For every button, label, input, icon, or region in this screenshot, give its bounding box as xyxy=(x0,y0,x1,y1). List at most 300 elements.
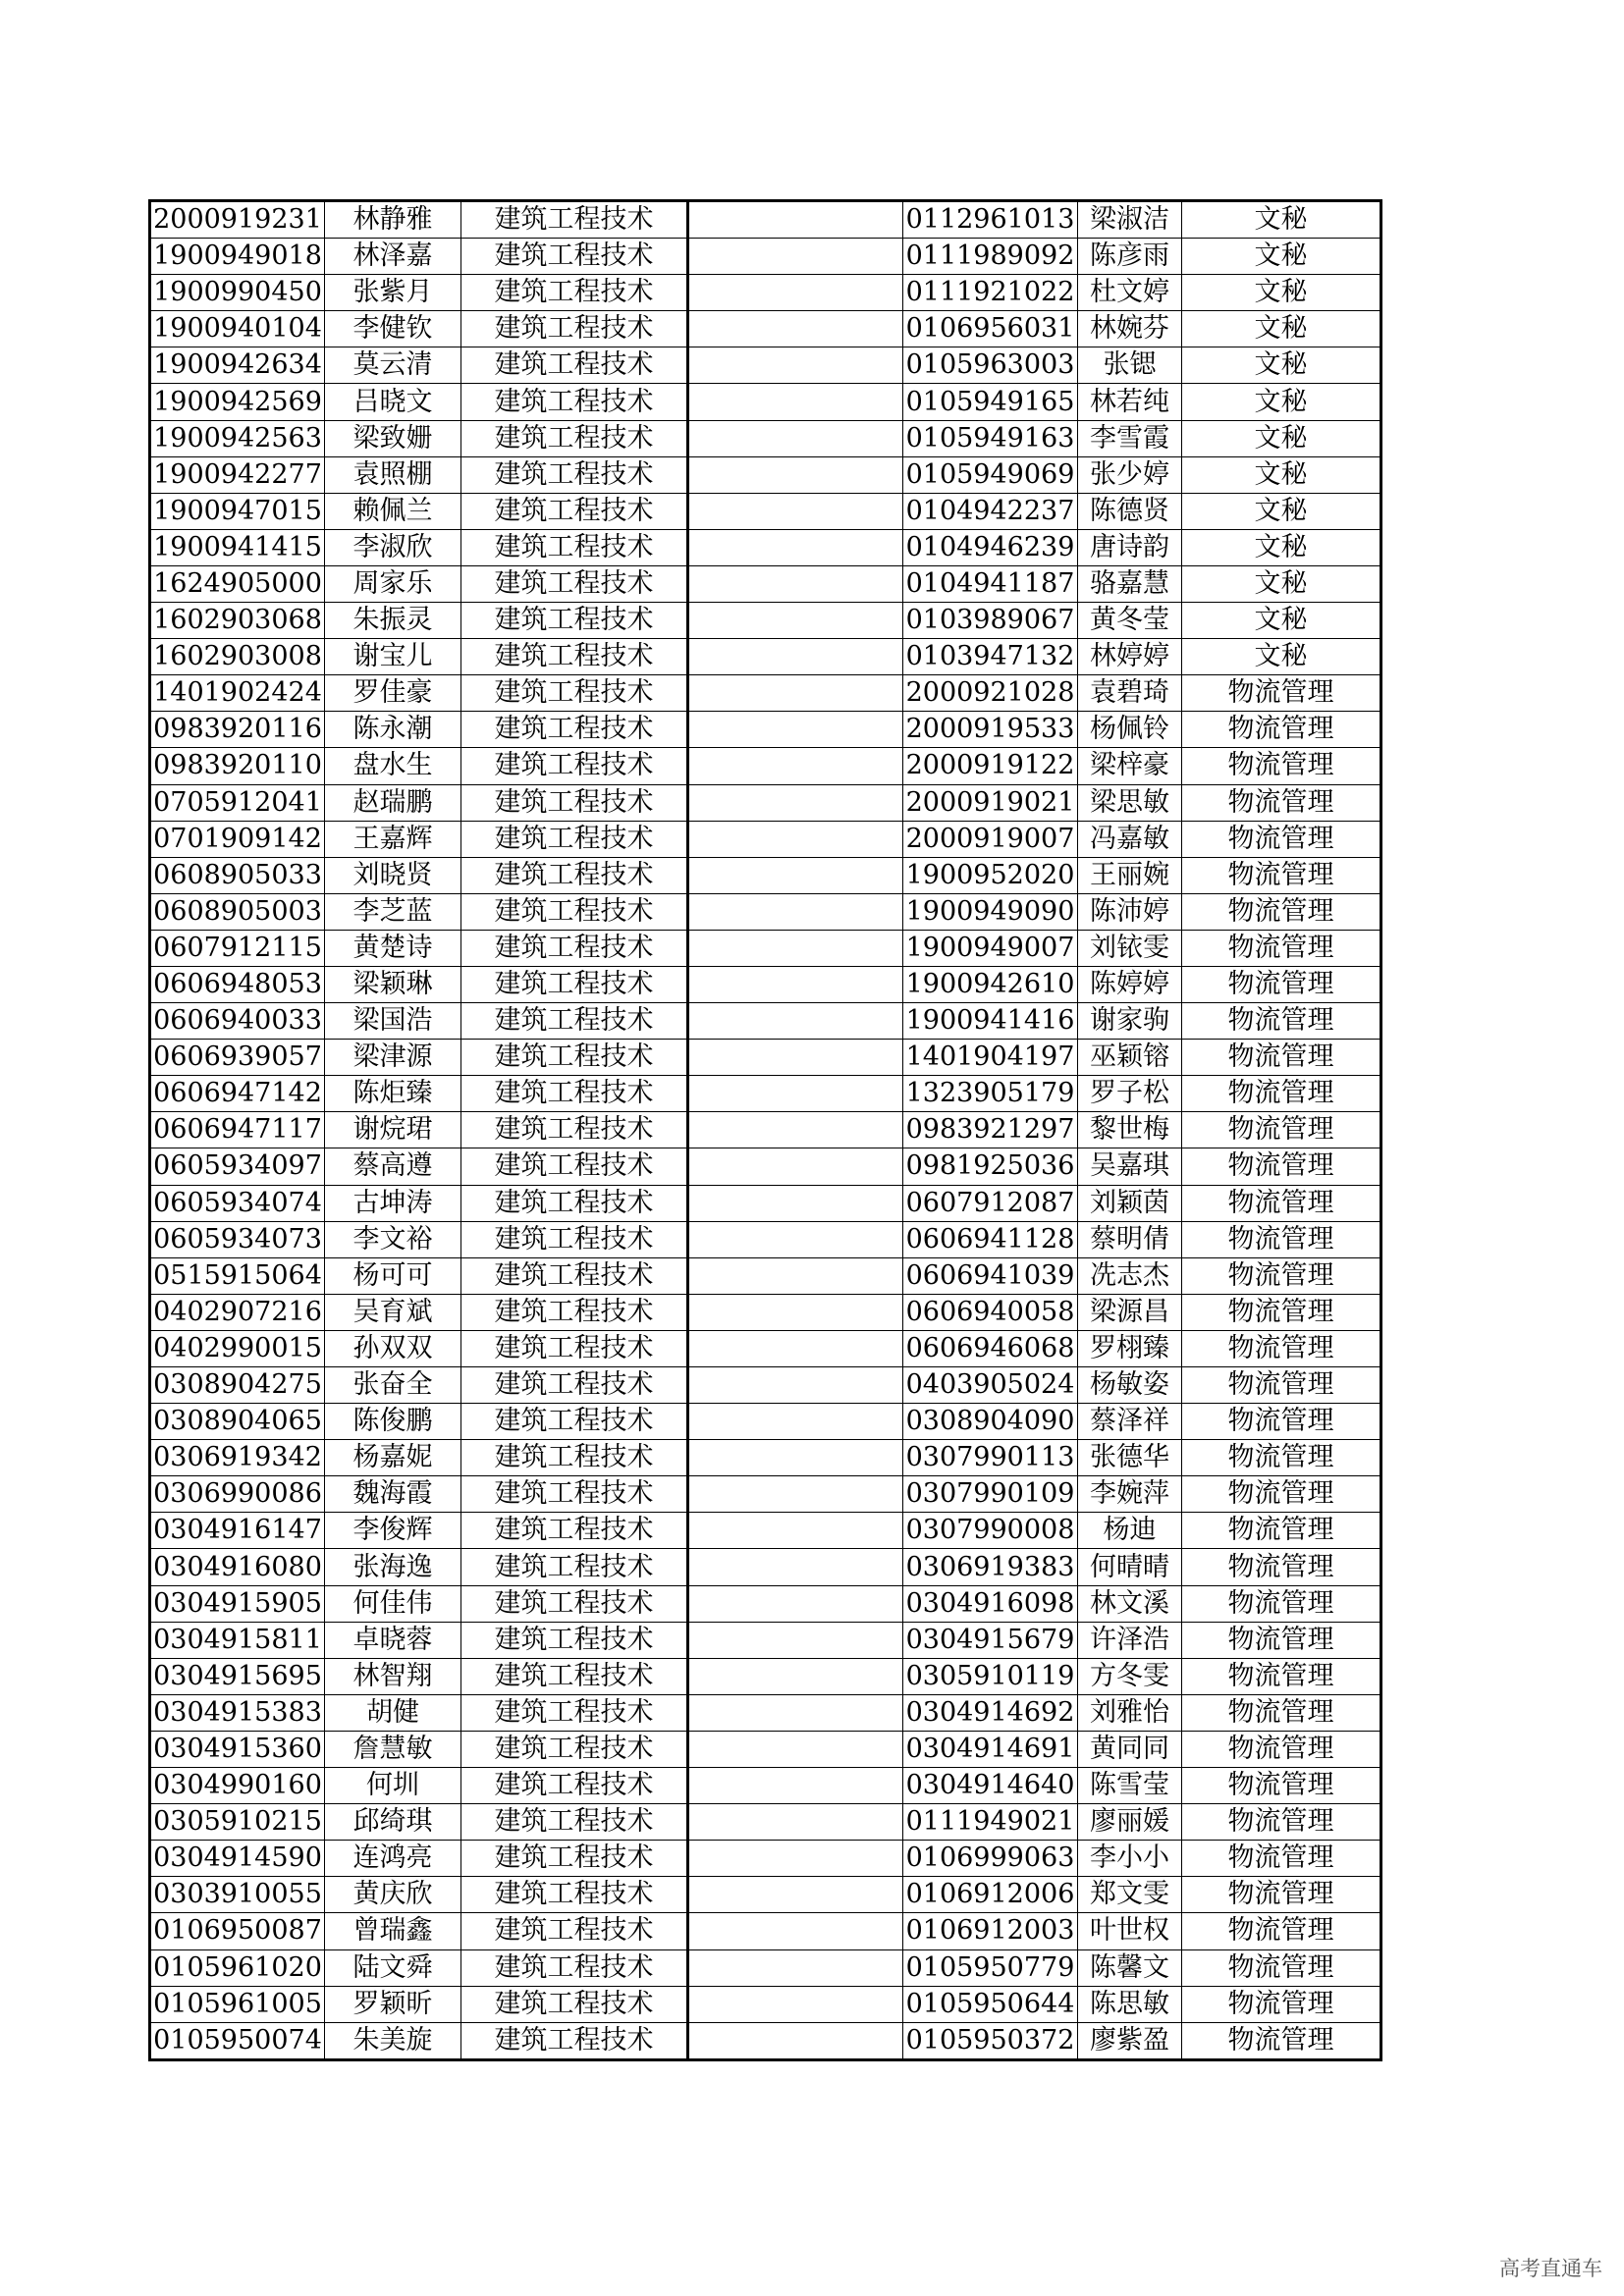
blank-cell xyxy=(688,966,903,1002)
right-major-cell: 物流管理 xyxy=(1182,1549,1381,1585)
blank-cell xyxy=(688,1658,903,1694)
right-student-id-cell: 1900949090 xyxy=(903,893,1078,930)
left-student-id-cell: 1900941415 xyxy=(150,529,325,565)
left-student-id-cell: 1900947015 xyxy=(150,493,325,529)
right-major-cell: 文秘 xyxy=(1182,420,1381,456)
table-row xyxy=(150,1076,1381,1112)
table-row xyxy=(150,1148,1381,1185)
right-student-name-cell: 梁淑洁 xyxy=(1078,201,1182,239)
table-row xyxy=(150,966,1381,1002)
right-major-cell: 物流管理 xyxy=(1182,1622,1381,1658)
left-student-id-cell: 0304915383 xyxy=(150,1694,325,1731)
left-major-cell: 建筑工程技术 xyxy=(461,1585,688,1622)
left-student-id-cell: 0303910055 xyxy=(150,1877,325,1913)
table-row xyxy=(150,1003,1381,1040)
table-row xyxy=(150,384,1381,420)
blank-cell xyxy=(688,1294,903,1330)
right-student-name-cell: 许泽浩 xyxy=(1078,1622,1182,1658)
right-major-cell: 物流管理 xyxy=(1182,1841,1381,1877)
right-major-cell: 物流管理 xyxy=(1182,712,1381,748)
left-student-name-cell: 李芝蓝 xyxy=(325,893,461,930)
table-row xyxy=(150,529,1381,565)
right-student-name-cell: 袁碧琦 xyxy=(1078,675,1182,712)
right-student-id-cell: 2000919533 xyxy=(903,712,1078,748)
table-row xyxy=(150,930,1381,966)
right-major-cell: 文秘 xyxy=(1182,529,1381,565)
right-student-name-cell: 林文溪 xyxy=(1078,1585,1182,1622)
right-major-cell: 物流管理 xyxy=(1182,821,1381,857)
right-major-cell: 物流管理 xyxy=(1182,1440,1381,1476)
right-major-cell: 物流管理 xyxy=(1182,675,1381,712)
right-major-cell: 物流管理 xyxy=(1182,1330,1381,1366)
right-student-id-cell: 2000919122 xyxy=(903,748,1078,784)
left-major-cell: 建筑工程技术 xyxy=(461,1148,688,1185)
blank-cell xyxy=(688,1330,903,1366)
right-major-cell: 物流管理 xyxy=(1182,1986,1381,2022)
right-student-name-cell: 陈婷婷 xyxy=(1078,966,1182,1002)
blank-cell xyxy=(688,1622,903,1658)
blank-cell xyxy=(688,1841,903,1877)
left-student-name-cell: 陈炬臻 xyxy=(325,1076,461,1112)
left-student-name-cell: 陈永潮 xyxy=(325,712,461,748)
left-major-cell: 建筑工程技术 xyxy=(461,1476,688,1513)
left-major-cell: 建筑工程技术 xyxy=(461,1986,688,2022)
left-major-cell: 建筑工程技术 xyxy=(461,565,688,602)
right-student-name-cell: 唐诗韵 xyxy=(1078,529,1182,565)
blank-cell xyxy=(688,1040,903,1076)
right-student-id-cell: 0304914691 xyxy=(903,1731,1078,1767)
blank-cell xyxy=(688,1986,903,2022)
table-row xyxy=(150,603,1381,639)
right-student-name-cell: 陈彦雨 xyxy=(1078,239,1182,275)
left-student-id-cell: 0608905003 xyxy=(150,893,325,930)
table-row xyxy=(150,1112,1381,1148)
right-student-id-cell: 1900942610 xyxy=(903,966,1078,1002)
right-student-id-cell: 1900941416 xyxy=(903,1003,1078,1040)
left-student-name-cell: 魏海霞 xyxy=(325,1476,461,1513)
right-student-id-cell: 2000919021 xyxy=(903,784,1078,821)
right-student-id-cell: 1900949007 xyxy=(903,930,1078,966)
right-major-cell: 文秘 xyxy=(1182,311,1381,347)
table-row xyxy=(150,1294,1381,1330)
table-row xyxy=(150,1330,1381,1366)
left-student-id-cell: 1602903068 xyxy=(150,603,325,639)
left-student-name-cell: 陆文舜 xyxy=(325,1949,461,1986)
left-major-cell: 建筑工程技术 xyxy=(461,1367,688,1404)
blank-cell xyxy=(688,930,903,966)
left-student-id-cell: 1602903008 xyxy=(150,639,325,675)
left-student-id-cell: 0402907216 xyxy=(150,1294,325,1330)
right-student-name-cell: 蔡明倩 xyxy=(1078,1221,1182,1257)
right-student-id-cell: 0112961013 xyxy=(903,201,1078,239)
left-major-cell: 建筑工程技术 xyxy=(461,347,688,384)
left-student-name-cell: 朱振灵 xyxy=(325,603,461,639)
left-student-name-cell: 周家乐 xyxy=(325,565,461,602)
right-student-id-cell: 0606946068 xyxy=(903,1330,1078,1366)
right-major-cell: 物流管理 xyxy=(1182,784,1381,821)
table-row xyxy=(150,748,1381,784)
left-student-id-cell: 0304915695 xyxy=(150,1658,325,1694)
right-student-id-cell: 0983921297 xyxy=(903,1112,1078,1148)
left-student-name-cell: 王嘉辉 xyxy=(325,821,461,857)
right-major-cell: 物流管理 xyxy=(1182,930,1381,966)
blank-cell xyxy=(688,1148,903,1185)
left-student-id-cell: 0304915905 xyxy=(150,1585,325,1622)
blank-cell xyxy=(688,893,903,930)
left-student-name-cell: 何圳 xyxy=(325,1768,461,1804)
watermark-text: 高考直通车 xyxy=(1499,2257,1602,2280)
right-major-cell: 物流管理 xyxy=(1182,1768,1381,1804)
table-row xyxy=(150,675,1381,712)
right-student-id-cell: 0606940058 xyxy=(903,1294,1078,1330)
table-row xyxy=(150,639,1381,675)
table-row xyxy=(150,1731,1381,1767)
right-student-id-cell: 0307990008 xyxy=(903,1513,1078,1549)
left-student-id-cell: 0106950087 xyxy=(150,1913,325,1949)
left-student-id-cell: 0304990160 xyxy=(150,1768,325,1804)
blank-cell xyxy=(688,603,903,639)
right-student-id-cell: 0308904090 xyxy=(903,1404,1078,1440)
left-student-id-cell: 0605934097 xyxy=(150,1148,325,1185)
right-major-cell: 物流管理 xyxy=(1182,1585,1381,1622)
right-student-name-cell: 罗栩臻 xyxy=(1078,1330,1182,1366)
left-major-cell: 建筑工程技术 xyxy=(461,1841,688,1877)
right-student-id-cell: 2000919007 xyxy=(903,821,1078,857)
right-student-id-cell: 0607912087 xyxy=(903,1185,1078,1221)
left-student-name-cell: 曾瑞鑫 xyxy=(325,1913,461,1949)
left-student-id-cell: 0983920116 xyxy=(150,712,325,748)
left-student-id-cell: 0304915811 xyxy=(150,1622,325,1658)
right-major-cell: 物流管理 xyxy=(1182,1148,1381,1185)
right-student-id-cell: 0403905024 xyxy=(903,1367,1078,1404)
right-student-name-cell: 黄冬莹 xyxy=(1078,603,1182,639)
left-major-cell: 建筑工程技术 xyxy=(461,239,688,275)
blank-cell xyxy=(688,1549,903,1585)
left-student-name-cell: 张海逸 xyxy=(325,1549,461,1585)
right-student-id-cell: 2000921028 xyxy=(903,675,1078,712)
left-major-cell: 建筑工程技术 xyxy=(461,1112,688,1148)
left-student-name-cell: 詹慧敏 xyxy=(325,1731,461,1767)
left-student-name-cell: 谢烷珺 xyxy=(325,1112,461,1148)
right-student-id-cell: 0307990109 xyxy=(903,1476,1078,1513)
left-student-id-cell: 0304916147 xyxy=(150,1513,325,1549)
right-student-id-cell: 0105949163 xyxy=(903,420,1078,456)
blank-cell xyxy=(688,748,903,784)
left-student-id-cell: 1900942569 xyxy=(150,384,325,420)
left-student-name-cell: 邱绮琪 xyxy=(325,1804,461,1841)
right-major-cell: 物流管理 xyxy=(1182,1112,1381,1148)
right-student-id-cell: 0304916098 xyxy=(903,1585,1078,1622)
table-row xyxy=(150,1440,1381,1476)
left-student-name-cell: 罗颖昕 xyxy=(325,1986,461,2022)
roster-body xyxy=(150,201,1381,2060)
right-student-id-cell: 0111921022 xyxy=(903,275,1078,311)
right-student-name-cell: 刘颖茵 xyxy=(1078,1185,1182,1221)
left-student-id-cell: 0105961020 xyxy=(150,1949,325,1986)
right-student-id-cell: 0304914640 xyxy=(903,1768,1078,1804)
left-student-id-cell: 0105961005 xyxy=(150,1986,325,2022)
left-major-cell: 建筑工程技术 xyxy=(461,1768,688,1804)
right-major-cell: 物流管理 xyxy=(1182,1877,1381,1913)
table-row xyxy=(150,565,1381,602)
blank-cell xyxy=(688,1694,903,1731)
right-major-cell: 物流管理 xyxy=(1182,857,1381,893)
right-student-id-cell: 0105950779 xyxy=(903,1949,1078,1986)
blank-cell xyxy=(688,239,903,275)
left-student-name-cell: 胡健 xyxy=(325,1694,461,1731)
right-student-id-cell: 0105950372 xyxy=(903,2022,1078,2059)
right-major-cell: 文秘 xyxy=(1182,239,1381,275)
left-major-cell: 建筑工程技术 xyxy=(461,456,688,493)
right-student-name-cell: 骆嘉慧 xyxy=(1078,565,1182,602)
left-student-id-cell: 0983920110 xyxy=(150,748,325,784)
left-student-name-cell: 李健钦 xyxy=(325,311,461,347)
table-row xyxy=(150,1476,1381,1513)
left-student-name-cell: 李文裕 xyxy=(325,1221,461,1257)
table-row xyxy=(150,1622,1381,1658)
left-student-name-cell: 朱美旋 xyxy=(325,2022,461,2059)
left-student-name-cell: 袁照棚 xyxy=(325,456,461,493)
right-major-cell: 物流管理 xyxy=(1182,893,1381,930)
left-major-cell: 建筑工程技术 xyxy=(461,821,688,857)
blank-cell xyxy=(688,712,903,748)
blank-cell xyxy=(688,456,903,493)
table-row xyxy=(150,1949,1381,1986)
left-student-id-cell: 0306919342 xyxy=(150,1440,325,1476)
left-major-cell: 建筑工程技术 xyxy=(461,603,688,639)
right-student-name-cell: 梁思敏 xyxy=(1078,784,1182,821)
right-student-id-cell: 1900952020 xyxy=(903,857,1078,893)
blank-cell xyxy=(688,784,903,821)
right-student-name-cell: 陈沛婷 xyxy=(1078,893,1182,930)
right-student-name-cell: 杜文婷 xyxy=(1078,275,1182,311)
left-student-name-cell: 林智翔 xyxy=(325,1658,461,1694)
right-student-id-cell: 0305910119 xyxy=(903,1658,1078,1694)
right-student-id-cell: 0981925036 xyxy=(903,1148,1078,1185)
right-student-name-cell: 吴嘉琪 xyxy=(1078,1148,1182,1185)
right-student-id-cell: 0105963003 xyxy=(903,347,1078,384)
right-major-cell: 文秘 xyxy=(1182,639,1381,675)
blank-cell xyxy=(688,493,903,529)
left-major-cell: 建筑工程技术 xyxy=(461,493,688,529)
right-student-name-cell: 冯嘉敏 xyxy=(1078,821,1182,857)
right-student-name-cell: 陈思敏 xyxy=(1078,1986,1182,2022)
blank-cell xyxy=(688,311,903,347)
table-row xyxy=(150,493,1381,529)
right-student-id-cell: 0105949165 xyxy=(903,384,1078,420)
table-row xyxy=(150,784,1381,821)
right-student-name-cell: 陈雪莹 xyxy=(1078,1768,1182,1804)
table-row xyxy=(150,347,1381,384)
right-major-cell: 物流管理 xyxy=(1182,1658,1381,1694)
left-student-name-cell: 蔡高遵 xyxy=(325,1148,461,1185)
blank-cell xyxy=(688,1913,903,1949)
table-row xyxy=(150,1185,1381,1221)
table-row xyxy=(150,1221,1381,1257)
blank-cell xyxy=(688,1731,903,1767)
left-student-name-cell: 林泽嘉 xyxy=(325,239,461,275)
left-student-id-cell: 0105950074 xyxy=(150,2022,325,2059)
right-major-cell: 物流管理 xyxy=(1182,1367,1381,1404)
table-row xyxy=(150,1367,1381,1404)
table-row xyxy=(150,1404,1381,1440)
left-student-id-cell: 0308904065 xyxy=(150,1404,325,1440)
left-student-name-cell: 杨嘉妮 xyxy=(325,1440,461,1476)
blank-cell xyxy=(688,1513,903,1549)
left-student-name-cell: 杨可可 xyxy=(325,1257,461,1294)
blank-cell xyxy=(688,1367,903,1404)
left-major-cell: 建筑工程技术 xyxy=(461,784,688,821)
left-student-name-cell: 刘晓贤 xyxy=(325,857,461,893)
left-student-id-cell: 0701909142 xyxy=(150,821,325,857)
left-major-cell: 建筑工程技术 xyxy=(461,384,688,420)
left-student-id-cell: 1900942634 xyxy=(150,347,325,384)
right-student-name-cell: 林若纯 xyxy=(1078,384,1182,420)
right-student-id-cell: 1401904197 xyxy=(903,1040,1078,1076)
left-major-cell: 建筑工程技术 xyxy=(461,1003,688,1040)
table-row xyxy=(150,1804,1381,1841)
blank-cell xyxy=(688,675,903,712)
left-student-id-cell: 0605934074 xyxy=(150,1185,325,1221)
left-student-id-cell: 1624905000 xyxy=(150,565,325,602)
right-major-cell: 物流管理 xyxy=(1182,1913,1381,1949)
left-student-name-cell: 黄楚诗 xyxy=(325,930,461,966)
right-student-name-cell: 林婷婷 xyxy=(1078,639,1182,675)
left-major-cell: 建筑工程技术 xyxy=(461,857,688,893)
right-student-name-cell: 杨敏姿 xyxy=(1078,1367,1182,1404)
left-major-cell: 建筑工程技术 xyxy=(461,311,688,347)
right-major-cell: 物流管理 xyxy=(1182,1804,1381,1841)
right-major-cell: 物流管理 xyxy=(1182,748,1381,784)
right-major-cell: 物流管理 xyxy=(1182,966,1381,1002)
blank-cell xyxy=(688,1804,903,1841)
right-student-id-cell: 0104942237 xyxy=(903,493,1078,529)
left-student-id-cell: 1900990450 xyxy=(150,275,325,311)
blank-cell xyxy=(688,384,903,420)
right-student-id-cell: 0111949021 xyxy=(903,1804,1078,1841)
right-student-name-cell: 罗子松 xyxy=(1078,1076,1182,1112)
left-student-id-cell: 0304914590 xyxy=(150,1841,325,1877)
left-major-cell: 建筑工程技术 xyxy=(461,1330,688,1366)
table-row xyxy=(150,1549,1381,1585)
blank-cell xyxy=(688,1404,903,1440)
right-major-cell: 物流管理 xyxy=(1182,1076,1381,1112)
blank-cell xyxy=(688,1257,903,1294)
blank-cell xyxy=(688,1185,903,1221)
left-student-name-cell: 吴育斌 xyxy=(325,1294,461,1330)
right-student-id-cell: 0105949069 xyxy=(903,456,1078,493)
table-row xyxy=(150,1694,1381,1731)
right-major-cell: 物流管理 xyxy=(1182,1294,1381,1330)
left-major-cell: 建筑工程技术 xyxy=(461,1440,688,1476)
left-major-cell: 建筑工程技术 xyxy=(461,639,688,675)
right-student-id-cell: 0106999063 xyxy=(903,1841,1078,1877)
left-student-name-cell: 张奋全 xyxy=(325,1367,461,1404)
left-student-id-cell: 2000919231 xyxy=(150,201,325,239)
table-row xyxy=(150,1513,1381,1549)
left-student-name-cell: 梁致姗 xyxy=(325,420,461,456)
right-student-id-cell: 0106912003 xyxy=(903,1913,1078,1949)
right-student-id-cell: 0106912006 xyxy=(903,1877,1078,1913)
right-student-id-cell: 0104941187 xyxy=(903,565,1078,602)
right-major-cell: 文秘 xyxy=(1182,456,1381,493)
right-student-name-cell: 廖紫盈 xyxy=(1078,2022,1182,2059)
right-major-cell: 物流管理 xyxy=(1182,1476,1381,1513)
left-student-id-cell: 0606939057 xyxy=(150,1040,325,1076)
left-major-cell: 建筑工程技术 xyxy=(461,420,688,456)
right-student-id-cell: 0106956031 xyxy=(903,311,1078,347)
right-major-cell: 文秘 xyxy=(1182,347,1381,384)
left-major-cell: 建筑工程技术 xyxy=(461,1694,688,1731)
right-major-cell: 文秘 xyxy=(1182,565,1381,602)
right-student-name-cell: 冼志杰 xyxy=(1078,1257,1182,1294)
left-major-cell: 建筑工程技术 xyxy=(461,1949,688,1986)
left-major-cell: 建筑工程技术 xyxy=(461,966,688,1002)
right-major-cell: 物流管理 xyxy=(1182,1003,1381,1040)
table-row xyxy=(150,1257,1381,1294)
table-row xyxy=(150,1913,1381,1949)
left-student-name-cell: 连鸿亮 xyxy=(325,1841,461,1877)
right-student-name-cell: 林婉芬 xyxy=(1078,311,1182,347)
right-student-name-cell: 李小小 xyxy=(1078,1841,1182,1877)
left-student-name-cell: 陈俊鹏 xyxy=(325,1404,461,1440)
left-student-id-cell: 0608905033 xyxy=(150,857,325,893)
left-major-cell: 建筑工程技术 xyxy=(461,275,688,311)
table-row xyxy=(150,456,1381,493)
right-student-id-cell: 0111989092 xyxy=(903,239,1078,275)
right-major-cell: 文秘 xyxy=(1182,493,1381,529)
right-student-id-cell: 0103947132 xyxy=(903,639,1078,675)
table-row xyxy=(150,1658,1381,1694)
blank-cell xyxy=(688,857,903,893)
table-row xyxy=(150,1768,1381,1804)
left-student-id-cell: 1401902424 xyxy=(150,675,325,712)
table-row xyxy=(150,1986,1381,2022)
blank-cell xyxy=(688,529,903,565)
left-major-cell: 建筑工程技术 xyxy=(461,1658,688,1694)
right-major-cell: 物流管理 xyxy=(1182,1185,1381,1221)
blank-cell xyxy=(688,1003,903,1040)
table-row xyxy=(150,311,1381,347)
table-row xyxy=(150,821,1381,857)
right-student-name-cell: 张德华 xyxy=(1078,1440,1182,1476)
left-major-cell: 建筑工程技术 xyxy=(461,1622,688,1658)
left-student-name-cell: 张紫月 xyxy=(325,275,461,311)
left-student-id-cell: 0515915064 xyxy=(150,1257,325,1294)
left-student-id-cell: 0705912041 xyxy=(150,784,325,821)
right-major-cell: 文秘 xyxy=(1182,201,1381,239)
right-major-cell: 文秘 xyxy=(1182,275,1381,311)
blank-cell xyxy=(688,1877,903,1913)
right-major-cell: 文秘 xyxy=(1182,384,1381,420)
right-student-name-cell: 王丽婉 xyxy=(1078,857,1182,893)
right-major-cell: 物流管理 xyxy=(1182,1694,1381,1731)
left-student-id-cell: 0306990086 xyxy=(150,1476,325,1513)
table-row xyxy=(150,1877,1381,1913)
table-row xyxy=(150,420,1381,456)
table-row xyxy=(150,239,1381,275)
right-student-name-cell: 梁源昌 xyxy=(1078,1294,1182,1330)
left-student-name-cell: 梁津源 xyxy=(325,1040,461,1076)
right-major-cell: 物流管理 xyxy=(1182,1257,1381,1294)
left-student-id-cell: 1900940104 xyxy=(150,311,325,347)
left-student-id-cell: 0305910215 xyxy=(150,1804,325,1841)
left-major-cell: 建筑工程技术 xyxy=(461,1513,688,1549)
left-student-id-cell: 0605934073 xyxy=(150,1221,325,1257)
right-major-cell: 物流管理 xyxy=(1182,1949,1381,1986)
left-major-cell: 建筑工程技术 xyxy=(461,201,688,239)
right-major-cell: 物流管理 xyxy=(1182,1404,1381,1440)
